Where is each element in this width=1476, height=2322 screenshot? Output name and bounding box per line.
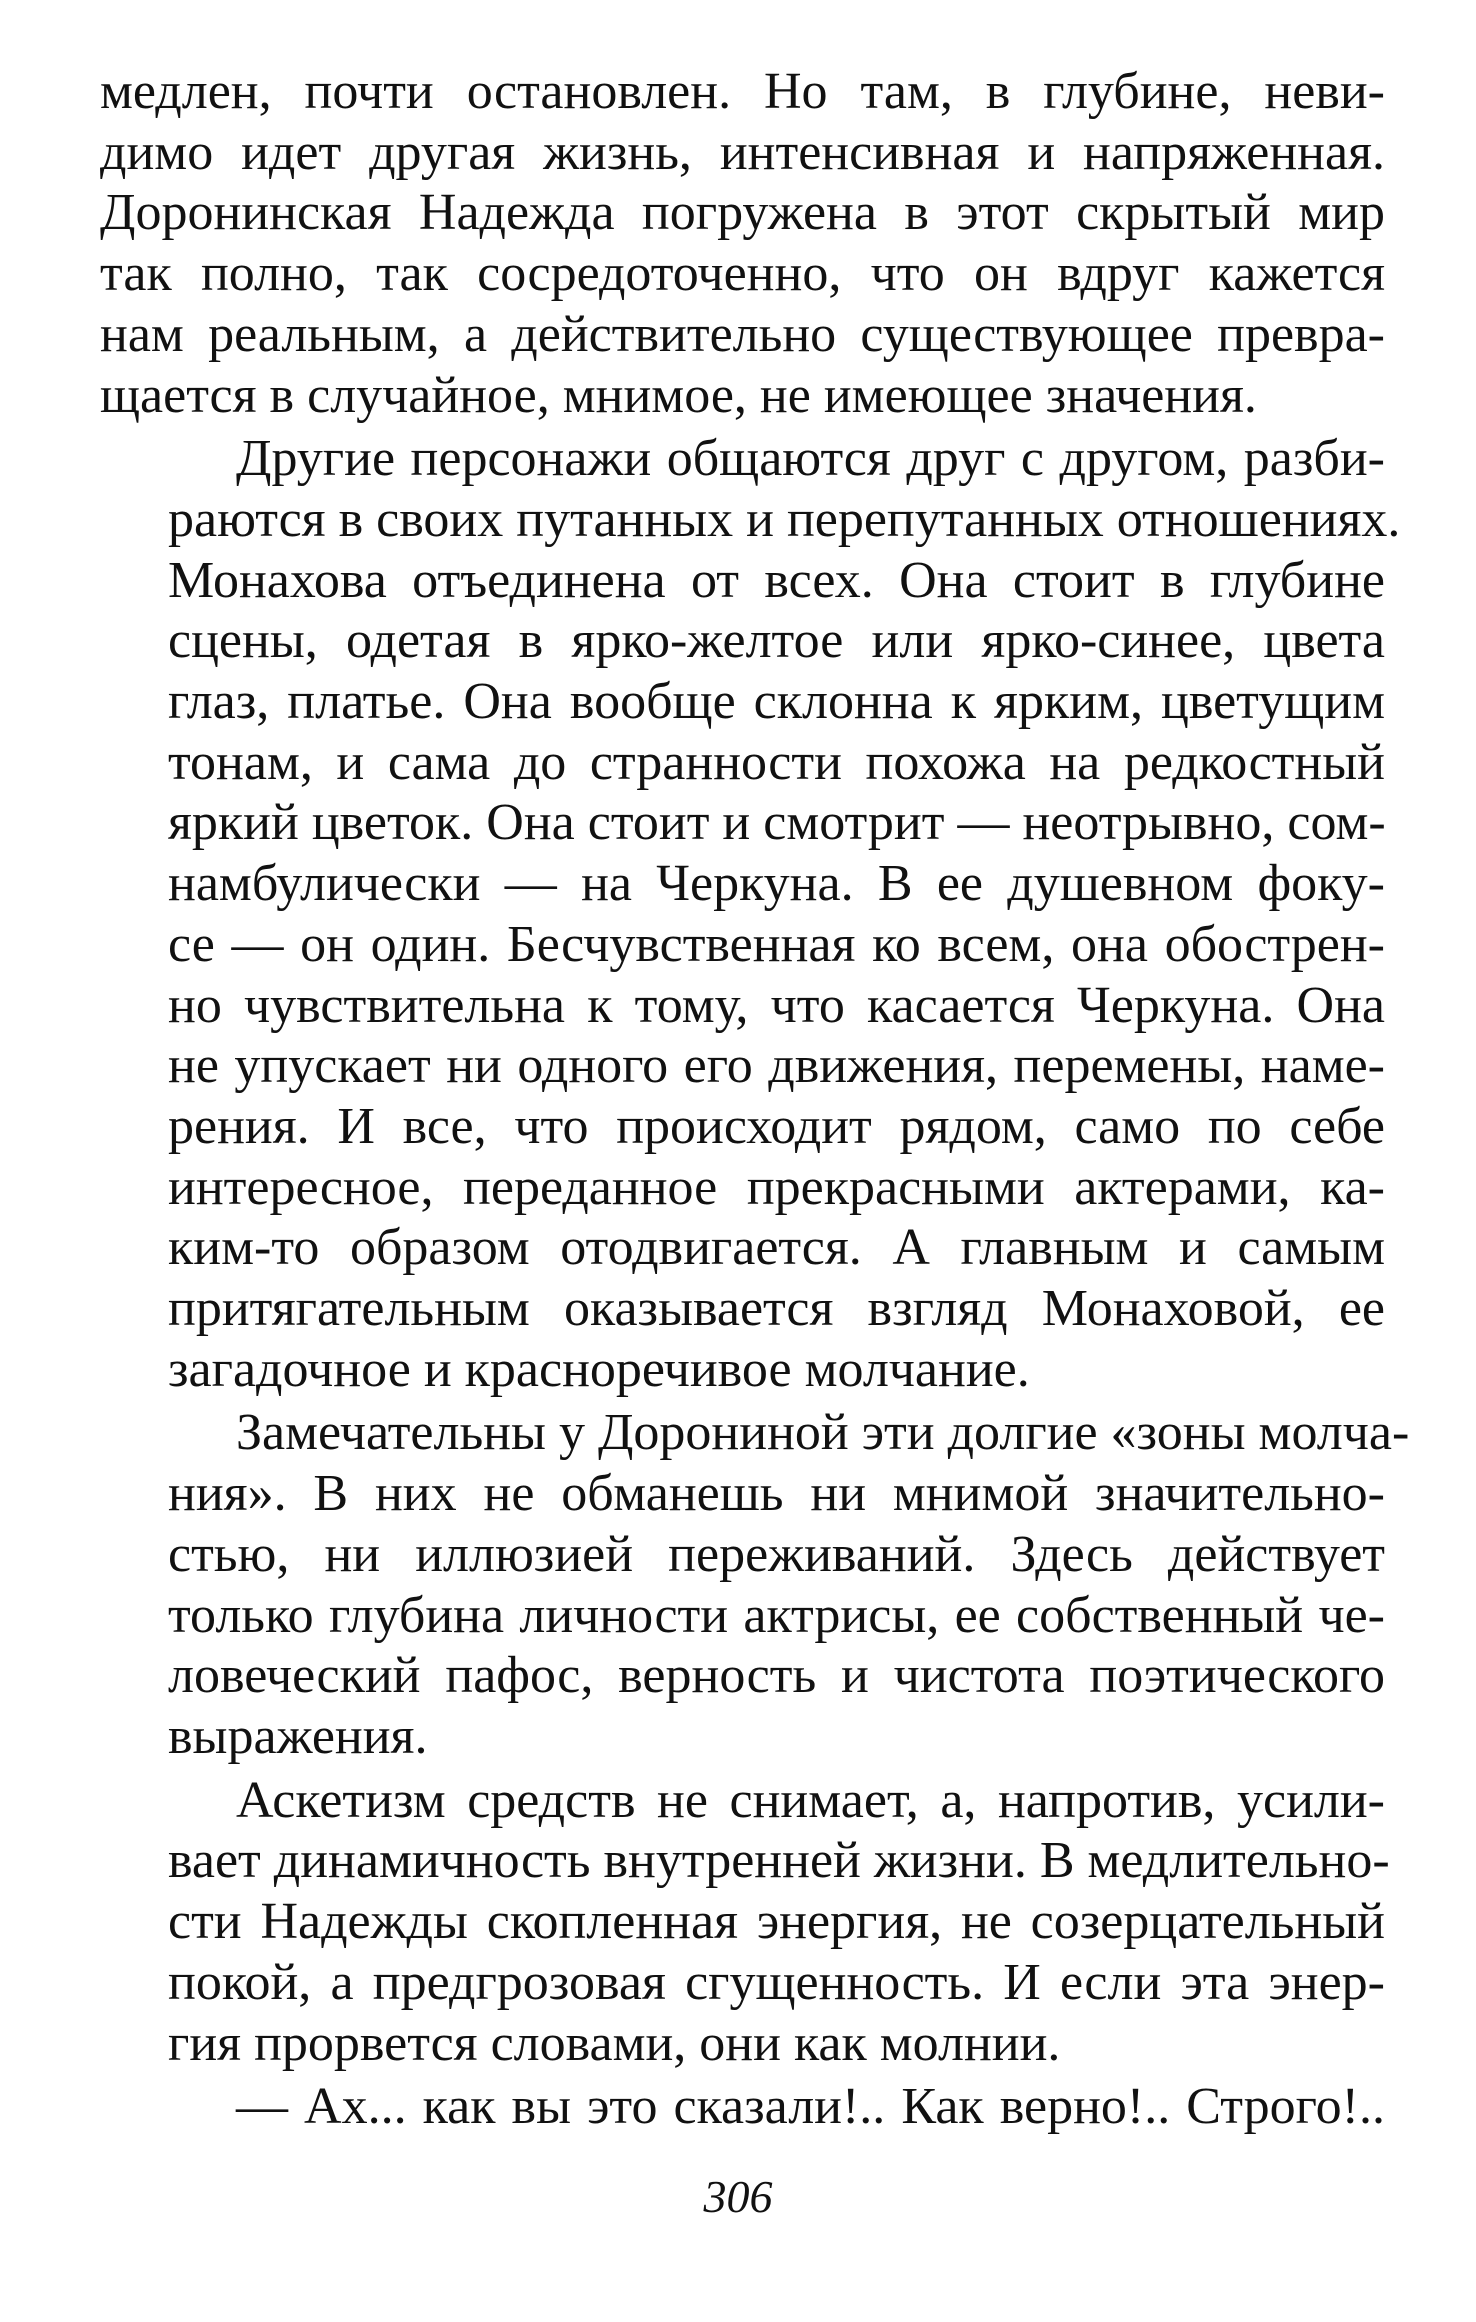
paragraph-2: [100, 429, 1401, 1400]
text-line: но чувствительна к тому, что касается Черкуна. Она: [168, 976, 1385, 1034]
text-line: так полно, так сосредоточенно, что он вдруг кажется: [100, 245, 1385, 303]
text-line: ким-то образом отодвигается. А главным и самым: [168, 1219, 1385, 1277]
text-line: Монахова отъединена от всех. Она стоит в глубине: [168, 551, 1385, 609]
text-line: глаз, платье. Она вообще склонна к ярким, цветущим: [168, 673, 1385, 731]
text-line: сти Надежды скопленная энергия, не созерцательный: [168, 1893, 1385, 1951]
text-line: рения. И все, что происходит рядом, само по себе: [168, 1097, 1385, 1155]
paragraph-3: [100, 1403, 1410, 1767]
text-line: притягательным оказывается взгляд Монаховой, ее: [168, 1280, 1385, 1338]
text-line: сцены, одетая в ярко-желтое или ярко-синее, цвета: [168, 612, 1385, 670]
text-line: щается в случайное, мнимое, не имеющее значения.: [100, 366, 1257, 424]
text-line: тонам, и сама до странности похожа на редкостный: [168, 733, 1385, 791]
text-line: ловеческий пафос, верность и чистота поэтического: [168, 1647, 1385, 1705]
text-line: димо идет другая жизнь, интенсивная и напряженная.: [100, 123, 1385, 181]
text-line: выражения.: [168, 1707, 428, 1765]
text-line: стью, ни иллюзией переживаний. Здесь действует: [168, 1525, 1385, 1583]
text-line: покой, а предгрозовая сгущенность. И если эта энер-: [168, 1953, 1385, 2011]
text-line: вает динамичность внутренней жизни. В медлительно-: [168, 1832, 1390, 1890]
text-line: гия прорвется словами, они как молнии.: [168, 2014, 1061, 2072]
paragraph-5: [100, 2077, 1385, 2138]
text-line: раются в своих путанных и перепутанных отношениях.: [168, 490, 1401, 548]
text-line: только глубина личности актрисы, ее собственный че-: [168, 1586, 1385, 1644]
text-line: интересное, переданное прекрасными актерами, ка-: [168, 1158, 1385, 1216]
text-line: Аскетизм средств не снимает, а, напротив, усили-: [236, 1771, 1385, 1829]
text-line: намбулически — на Черкуна. В ее душевном фоку-: [168, 855, 1385, 913]
text-line: загадочное и красноречивое молчание.: [168, 1340, 1030, 1398]
page-number: 306: [703, 2171, 773, 2222]
text-line: медлен, почти остановлен. Но там, в глубине, неви-: [100, 63, 1385, 120]
text-line: — Ах... как вы это сказали!.. Как верно!.. Строго!..: [236, 2078, 1385, 2136]
text-line: яркий цветок. Она стоит и смотрит — неотрывно, сом-: [168, 794, 1386, 852]
text-line: се — он один. Бесчувственная ко всем, она обострен-: [168, 915, 1385, 973]
text-line: нам реальным, а действительно существующее превра-: [100, 305, 1385, 363]
paragraph-4: [100, 1771, 1390, 2075]
text-line: Доронинская Надежда погружена в этот скрытый мир: [100, 184, 1385, 242]
text-line: Другие персонажи общаются друг с другом, разби-: [236, 430, 1385, 488]
paragraph-1: [100, 62, 1385, 426]
book-page: [100, 62, 1410, 2262]
text-line: Замечательны у Дорониной эти долгие «зоны молча-: [236, 1404, 1410, 1462]
text-line: не упускает ни одного его движения, перемены, наме-: [168, 1037, 1385, 1095]
text-line: ния». В них не обманешь ни мнимой значительно-: [168, 1465, 1385, 1523]
